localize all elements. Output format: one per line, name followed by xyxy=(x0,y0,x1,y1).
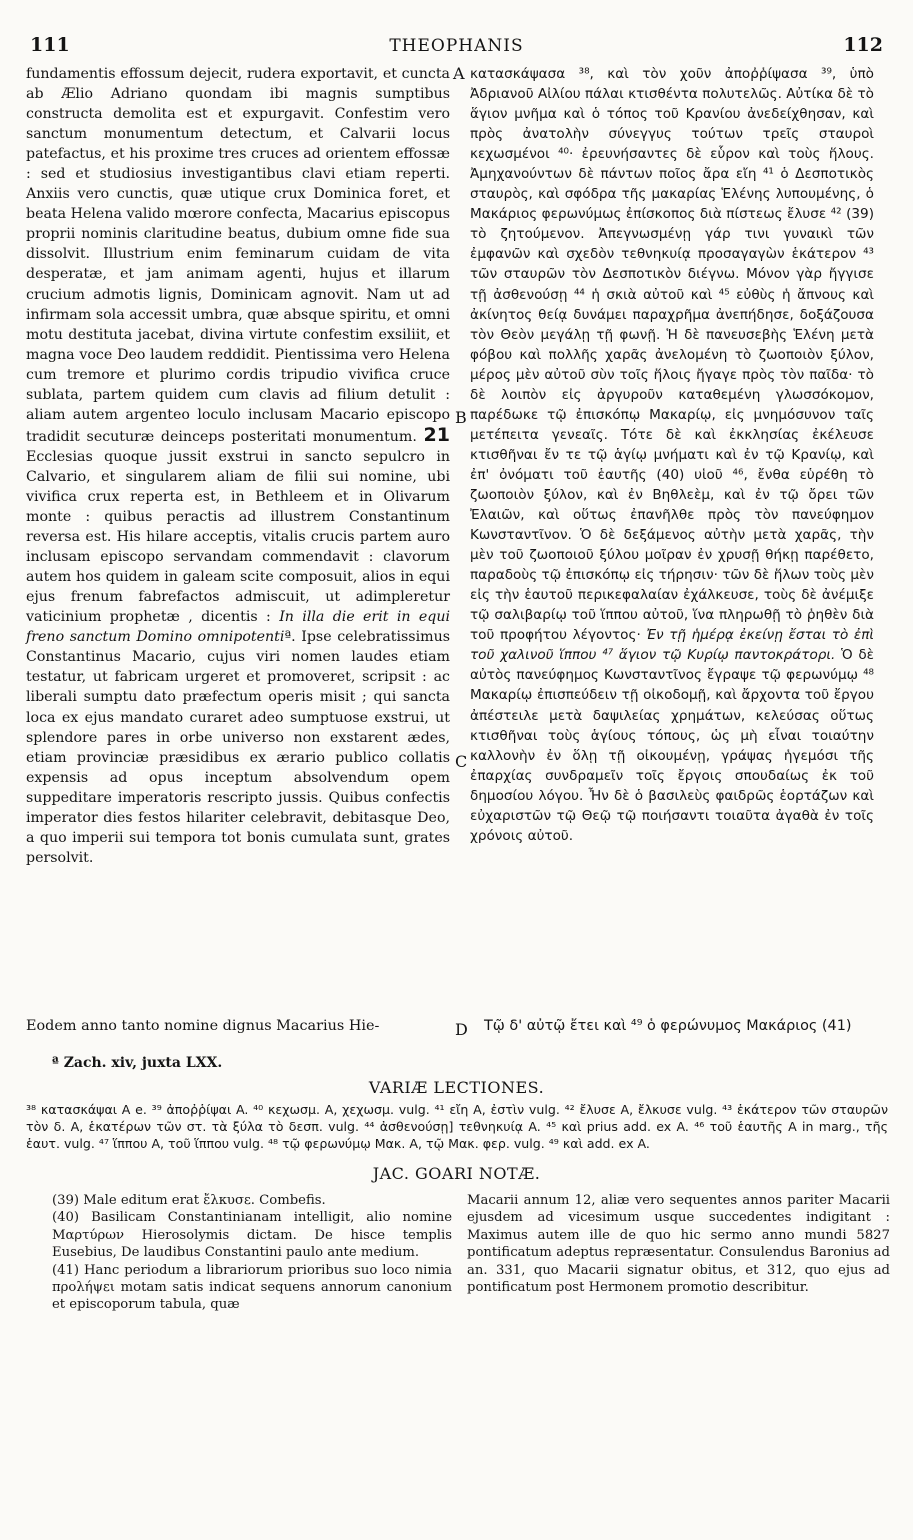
greek-paragraph xyxy=(470,64,874,846)
latin-text-3: Ipse celebratissimus Constantinus Macario, cujus viri nomen laudes etiam testatur, ut fabricam urgeret et promoveret, scripsit : ac liberali sumptu dato præfectum operis misit ; qui sancta loca ex ejus mandato curaret adeo sumptuose exstrui, ut splendore pares in orbe universo non exstarent ædes, etiam provinciæ præsidibus ex ærario publico collatis expensis ad opus inceptum absolvendum opem suppeditare imperatoris rescripto jussis. Quibus confectis imperator dies festos hilariter celebravit, debitasque Deo, a quo imperii sui tempora tot bonis cumulata sunt, grates persolvit. xyxy=(26,629,450,866)
variae-lectiones-text: ³⁸ κατασκάψαι A e. ³⁹ ἀποῤῥίψαι A. ⁴⁰ κεχωσμ. A, χεχωσμ. vulg. ⁴¹ εἴη A, ἐστὶν vulg. ⁴² ἔλυσε A, ἔλκυσε vulg. ⁴³ ἑκάτερον τῶν σταυρῶν τὸν δ. A, ἑκατέρων τῶν στ. τὰ ξύλα τὸ δεσπ. vulg. ⁴⁴ ἀσθενούσῃ] τεθνηκυίᾳ A. ⁴⁵ καὶ prius add. ex A. ⁴⁶ τοῦ ἑαυτῆς A in marg., τῆς ἑαυτ. vulg. ⁴⁷ ἵππου A, τοῦ ἵππου vulg. ⁴⁸ τῷ φερωνύμῳ Μακ. A, τῷ Μακ. φερ. vulg. ⁴⁹ καὶ add. ex A. xyxy=(26,1102,888,1151)
latin-text-1: fundamentis effossum dejecit, rudera exportavit, et cuncta ab Ælio Adriano quondam ibi magnis sumptibus constructa demolita est et expurgavit. Confestim vero sanctum monumentum detectum, et Calvarii locus patefactus, et his proxime tres cruces ad orientem effossæ : sed et studiosius investigantibus clavi etiam reperti. Anxiis vero cunctis, quæ utique crux Dominica foret, et beata Helena valido mœrore confecta, Macarius episcopus proprii nominis claritudine beatus, dubium omne fide sua dissolvit. Illustrium enim feminarum cuidam de vita desperatæ, et jam animam agenti, hujus et illarum crucium admotis lignis, Dominicam agnovit. Nam ut ad infirmam sola accessit umbra, quæ absque spiritu, et omni motu destituta jacebat, divina virtute confestim exsiliit, et magna voce Deo laudem reddidit. Pientissima vero Helena cum tremore et plurimo cordis tripudio vivifica cruce sublata, partem quidem cum clavis ad filium detulit : aliam autem argenteo loculo inclusam Macario episcopo tradidit secuturæ deinceps posteritati monumentum. xyxy=(26,66,450,445)
greek-tail-line: Τῷ δ' αὐτῷ ἔτει καὶ ⁴⁹ ὁ φερώνυμος Μακάριος (41) xyxy=(484,1018,852,1034)
margin-letter-d: D xyxy=(455,1020,468,1039)
greek-text-2: Ὁ δὲ αὐτὸς πανεύφημος Κωνσταντῖνος ἔγραψε τῷ φερωνύμῳ ⁴⁸ Μακαρίῳ ἐπισπεύδειν τῇ οἰκοδομῇ, καὶ ἄρχοντα τοῦ ἔργου ἀπέστειλε μετὰ δαψιλείας χρημάτων, κελεύσας οὕτως κτισθῆναι τοὺς ἁγίους τόπους, ὡς μὴ εἶναι τοιαύτην καλλονὴν ἐν ὅλῃ τῇ οἰκουμένῃ, γράψας ἡγεμόσι τῆς ἐπαρχίας συνδραμεῖν τοῖς ἔργοις σπουδαίως ἐκ τοῦ δημοσίου λόγου. Ἦν δὲ ὁ βασιλεὺς φαιδρῶς ἑορτάζων καὶ εὐχαριστῶν τῷ Θεῷ τῷ ποιήσαντι τοιαῦτα ἀγαθὰ ἐν τοῖς χρόνοις αὐτοῦ. xyxy=(470,647,874,844)
greek-column xyxy=(470,64,874,846)
page-number-right: 112 xyxy=(843,34,883,56)
goar-notes-heading: JAC. GOARI NOTÆ. xyxy=(372,1164,541,1183)
variae-lectiones-heading: VARIÆ LECTIONES. xyxy=(368,1078,545,1097)
margin-letter-a: A xyxy=(453,64,465,83)
notes-right-column xyxy=(467,1192,890,1296)
margin-letter-b: B xyxy=(455,408,467,427)
note-39: (39) Male editum erat ἔλκυσε. Combefis. xyxy=(52,1193,326,1208)
latin-quote: In illa die erit in equi freno sanctum Domino omnipotenti xyxy=(26,609,451,646)
margin-letter-c: C xyxy=(455,752,468,771)
note-40: (40) Basilicam Constantinianam intelligit, alio nomine Μαρτύρων Hierosolymis dictam. De hisce templis Eusebius, De laudibus Constantini paulo ante medium. xyxy=(52,1210,452,1261)
note-41: (41) Hanc periodum a librariorum prioribus suo loco nimia προλήψει motam satis indicat sequens annorum canonium et episcoporum tabula, quæ xyxy=(52,1262,452,1313)
latin-tail-line: Eodem anno tanto nomine dignus Macarius Hie- xyxy=(26,1018,380,1034)
latin-paragraph xyxy=(26,64,450,868)
footnote-marker: ª. xyxy=(284,629,296,646)
greek-text-1: κατασκάψασα ³⁸, καὶ τὸν χοῦν ἀποῤῥίψασα ³⁹, ὑπὸ Ἀδριανοῦ Αἰλίου πάλαι κτισθέντα πολυτελῶς. Αὐτίκα δὲ τὸ ἅγιον μνῆμα καὶ ὁ τόπος τοῦ Κρανίου ἀνεδείχθησαν, καὶ πρὸς ἀνατολὴν σύνεγγυς τούτων τρεῖς σταυροὶ κεχωσμένοι ⁴⁰· ἐρευνήσαντες δὲ εὗρον καὶ τοὺς ἥλους. Ἀμηχανούντων δὲ πάντων ποῖος ἄρα εἴη ⁴¹ ὁ Δεσποτικὸς σταυρὸς, καὶ σφόδρα τῆς μακαρίας Ἑλένης λυπουμένης, ὁ Μακάριος φερωνύμως ἐπίσκοπος διὰ πίστεως ἔλυσε ⁴² (39) τὸ ζητούμενον. Ἀπεγνωσμένῃ γάρ τινι γυναικὶ τῶν ἐμφανῶν καὶ σχεδὸν τεθνηκυίᾳ προσαγαγὼν ἑκάτερον ⁴³ τῶν σταυρῶν τὸν Δεσποτικὸν διέγνω. Μόνον γὰρ ἤγγισε τῇ ἀσθενούσῃ ⁴⁴ ἡ σκιὰ αὐτοῦ καὶ ⁴⁵ εὐθὺς ἡ ἄπνους καὶ ἀκίνητος θείᾳ δυνάμει παραχρῆμα ἀνεπήδησε, δοξάζουσα τὸν Θεὸν μεγάλῃ τῇ φωνῇ. Ἡ δὲ πανευσεβὴς Ἑλένη μετὰ φόβου καὶ πολλῆς χαρᾶς ἀνελομένη τὸ ζωοποιὸν ξύλον, μέρος μὲν αὐτοῦ σὺν τοῖς ἥλοις ἤγαγε πρὸς τὸν παῖδα· τὸ δὲ λοιπὸν εἰς ἀργυροῦν καταθεμένη γλωσσόκομον, παρέδωκε τῷ ἐπισκόπῳ Μακαρίῳ, εἰς μνημόσυνον ταῖς μετέπειτα γενεαῖς. Τότε δὲ καὶ ἐκκλησίας ἐκέλευσε κτισθῆναι ἔν τε τῷ ἁγίῳ μνήματι καὶ ἐν τῷ Κρανίῳ, καὶ ἐπ' ὀνόματι τοῦ ἑαυτῆς (40) υἱοῦ ⁴⁶, ἔνθα εὑρέθη τὸ ζωοποιὸν ξύλον, καὶ ἐν Βηθλεὲμ, καὶ ἐν τῷ ὄρει τῶν Ἐλαιῶν, καὶ οὕτως ἐπανῆλθε πρὸς τὸν πανεύφημον Κωνσταντῖνον. Ὁ δὲ δεξάμενος αὐτὴν μετὰ χαρᾶς, τὴν μὲν τοῦ ζωοποιοῦ ξύλου μοῖραν ἐν χρυσῇ θήκῃ παρέθετο, παραδοὺς τῷ ἐπισκόπῳ εἰς τήρησιν· τῶν δὲ ἥλων τοὺς μὲν εἰς τὴν ἑαυτοῦ περικεφαλαίαν ἐχάλκευσε, τοὺς δὲ ἀνέμιξε τῷ σαλιβαρίῳ τοῦ ἵππου αὐτοῦ, ἵνα πληρωθῇ τὸ ῥηθὲν διὰ τοῦ προφήτου λέγοντος· xyxy=(470,66,874,644)
latin-text-2: Ecclesias quoque jussit exstrui in sancto sepulcro in Calvario, et singularem aliam de filii sui nomine, ubi vivifica crux reperta est, in Bethleem et in Olivarum monte : quibus peractis ad illustrem Constantinum reversa est. His hilare acceptis, vitalis crucis partem auro inclusam episcopo servandam commendavit : clavorum autem hos quidem in galeam scite composuit, alios in equi ejus frenum fabrefactos admiscuit, ut adimpleretur vaticinium prophetæ , dicentis : xyxy=(26,448,450,626)
page-number-left: 111 xyxy=(30,34,70,56)
page-header xyxy=(26,34,887,60)
section-number: 21 xyxy=(423,423,450,446)
footnote: ª Zach. xiv, juxta LXX. xyxy=(52,1055,223,1071)
greek-quote: Ἐν τῇ ἡμέρᾳ ἐκείνῃ ἔσται τὸ ἐπὶ τοῦ χαλινοῦ ἵππου ⁴⁷ ἅγιον τῷ Κυρίῳ παντοκράτορι. xyxy=(470,627,874,664)
latin-column xyxy=(26,64,450,868)
running-title: THEOPHANIS xyxy=(389,36,524,56)
notes-left-column xyxy=(52,1192,452,1314)
note-continuation: Macarii annum 12, aliæ vero sequentes annos pariter Macarii ejusdem ad vicesimum usque succedentes indigitant : Maximus autem ille de quo hic sermo anno mundi 5827 pontificatum adeptus repræsentatur. Consulendus Baronius ad an. 331, quo Macarii signatur obitus, et 312, quo ejus ad pontificatum post Hermonem promotio describitur. xyxy=(467,1193,890,1296)
